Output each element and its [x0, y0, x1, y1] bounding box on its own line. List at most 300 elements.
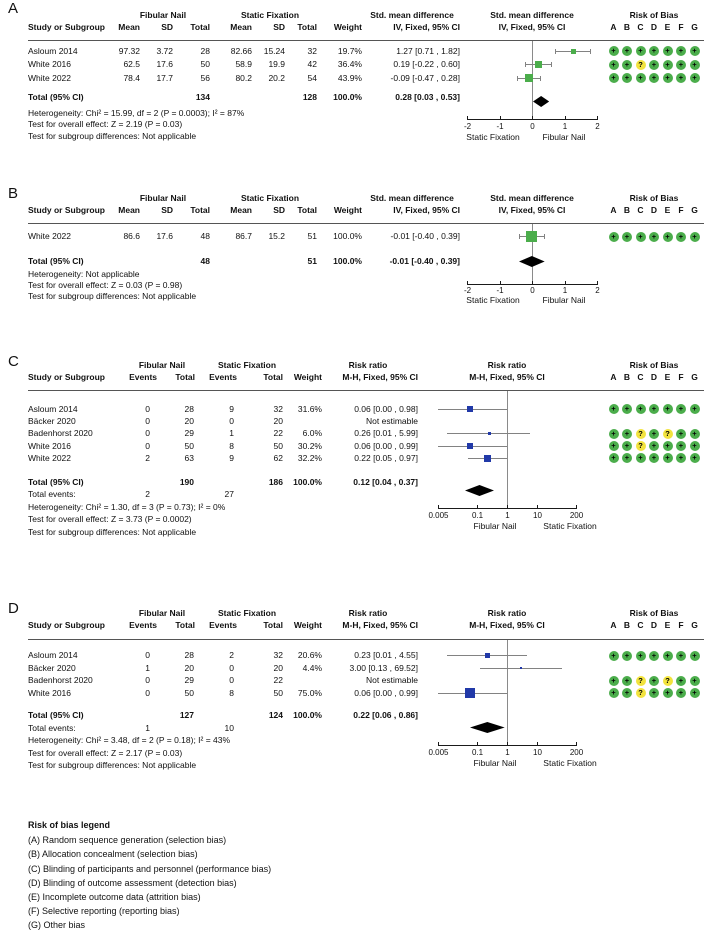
- rob-icon-low-risk: +: [676, 46, 686, 56]
- column-header: Weight: [333, 204, 362, 215]
- rob-icon-low-risk: +: [609, 453, 619, 463]
- effect-ci-header: M-H, Fixed, 95% CI: [342, 371, 418, 382]
- column-header: Weight: [293, 620, 322, 630]
- rob-icon-low-risk: +: [663, 404, 673, 414]
- rob-icon-low-risk: +: [676, 453, 686, 463]
- rob-icon-low-risk: +: [609, 429, 619, 439]
- axis-tick-label: 1: [562, 121, 568, 131]
- ci-cap-right: [551, 62, 552, 67]
- summary-diamond: [533, 96, 549, 107]
- effect-ci-value: -0.09 [-0.47 , 0.28]: [390, 72, 460, 83]
- study-name: Asloum 2014: [28, 45, 78, 56]
- total-weight: 100.0%: [333, 256, 362, 266]
- rob-icon-low-risk: +: [622, 688, 632, 698]
- cell-value: 8: [229, 687, 234, 698]
- panel-footnote: Heterogeneity: Chi² = 3.48, df = 2 (P = 0.18); I² = 43%: [28, 735, 231, 745]
- rob-icon-low-risk: +: [676, 429, 686, 439]
- total-weight: 100.0%: [293, 477, 322, 487]
- rob-icon-unclear-risk: ?: [636, 676, 646, 686]
- rob-icon-low-risk: +: [609, 404, 619, 414]
- rob-letter: G: [691, 21, 698, 32]
- axis-tick-label: 10: [533, 510, 542, 520]
- group2-header: Static Fixation: [240, 9, 300, 20]
- rob-legend-item: (A) Random sequence generation (selection bias): [28, 835, 227, 846]
- cell-value: 97.32: [118, 45, 140, 56]
- cell-value: 51: [307, 231, 317, 241]
- rob-icon-low-risk: +: [690, 46, 700, 56]
- rob-icon-low-risk: +: [609, 688, 619, 698]
- ci-cap-left: [519, 234, 520, 239]
- rob-icon-low-risk: +: [636, 453, 646, 463]
- rob-icon-low-risk: +: [690, 651, 700, 661]
- axis-tick: [576, 742, 577, 747]
- rob-icon-unclear-risk: ?: [636, 60, 646, 70]
- rob-icon-low-risk: +: [690, 73, 700, 83]
- effect-marker: [467, 443, 473, 449]
- study-name: Asloum 2014: [28, 650, 78, 660]
- ci-cap-right: [540, 76, 541, 81]
- effect-marker: [525, 74, 533, 82]
- cell-value: 17.6: [156, 231, 173, 241]
- cell-value: 32: [307, 45, 317, 56]
- rob-icon-low-risk: +: [663, 46, 673, 56]
- rob-letter: E: [664, 371, 671, 382]
- panel-footnote: Test for overall effect: Z = 2.17 (P = 0.03): [28, 747, 183, 758]
- cell-value: 54: [307, 72, 317, 83]
- axis-tick-label: 2: [595, 286, 600, 296]
- ci-cap-left: [517, 76, 518, 81]
- rob-icon-low-risk: +: [622, 60, 632, 70]
- study-name: Badenhorst 2020: [28, 675, 93, 685]
- zero-line: [507, 640, 508, 745]
- total-n2: 124: [268, 710, 283, 720]
- rob-icon-low-risk: +: [622, 676, 632, 686]
- axis-tick: [507, 742, 508, 747]
- rob-letter: B: [623, 620, 631, 630]
- cell-value: 9: [229, 403, 234, 414]
- total-ci: 0.28 [0.03 , 0.53]: [395, 91, 460, 102]
- rob-icon-low-risk: +: [690, 429, 700, 439]
- rob-icon-low-risk: +: [690, 60, 700, 70]
- plot-header-line1: Risk ratio: [487, 359, 527, 370]
- panel-label: A: [8, 0, 19, 18]
- effect-ci-value: -0.01 [-0.40 , 0.39]: [390, 231, 460, 241]
- rob-letter: A: [610, 21, 617, 32]
- total-weight: 100.0%: [293, 710, 322, 720]
- cell-value: 22: [273, 675, 283, 685]
- effect-marker: [488, 432, 491, 435]
- rob-icon-low-risk: +: [676, 404, 686, 414]
- axis-tick-label: -1: [496, 286, 504, 296]
- panel-footnote: Test for overall effect: Z = 2.19 (P = 0.03): [28, 119, 183, 129]
- cell-value: 29: [184, 675, 194, 685]
- rob-icon-low-risk: +: [690, 441, 700, 451]
- cell-value: 28: [184, 403, 194, 414]
- group1-header: Fibular Nail: [139, 192, 187, 203]
- panel-footnote: Test for subgroup differences: Not applicable: [28, 760, 197, 770]
- axis-tick: [597, 281, 598, 286]
- effect-marker: [485, 653, 490, 658]
- rob-icon-low-risk: +: [636, 46, 646, 56]
- effect-ci-header: M-H, Fixed, 95% CI: [342, 620, 418, 630]
- rob-letter: B: [623, 21, 631, 32]
- rob-icon-low-risk: +: [649, 651, 659, 661]
- cell-value: 0: [145, 403, 150, 414]
- rob-letter: F: [678, 620, 684, 630]
- axis-tick: [438, 742, 439, 747]
- axis-tick-label: 2: [595, 121, 600, 131]
- cell-value: 56: [200, 72, 210, 83]
- rob-letter: C: [637, 620, 644, 630]
- column-header: Events: [129, 620, 157, 630]
- cell-value: 58.9: [235, 59, 252, 69]
- cell-value: 63: [184, 452, 194, 463]
- axis-tick-label: 0: [530, 286, 535, 296]
- rob-icon-low-risk: +: [609, 46, 619, 56]
- axis-right-label: Fibular Nail: [542, 294, 586, 305]
- column-header: Total: [190, 204, 210, 215]
- axis-tick: [565, 281, 566, 286]
- panel-footnote: Test for subgroup differences: Not applicable: [28, 130, 197, 141]
- total-ci: 0.12 [0.04 , 0.37]: [353, 477, 418, 487]
- ci-cap-right: [590, 49, 591, 54]
- axis-tick-label: 0.005: [428, 747, 449, 757]
- study-name: White 2016: [28, 687, 71, 698]
- axis-left-label: Static Fixation: [466, 294, 520, 305]
- rob-letter: E: [664, 204, 671, 215]
- rob-icon-low-risk: +: [649, 404, 659, 414]
- cell-value: 0: [145, 675, 150, 685]
- ci-cap-left: [555, 49, 556, 54]
- cell-value: 32.2%: [297, 452, 322, 463]
- total-weight: 100.0%: [333, 91, 362, 102]
- header-rule: [28, 40, 704, 41]
- study-name: White 2016: [28, 440, 71, 451]
- rob-header: Risk of Bias: [629, 359, 679, 370]
- cell-value: 50: [273, 440, 283, 451]
- rob-icon-low-risk: +: [609, 676, 619, 686]
- cell-value: 31.6%: [297, 403, 322, 414]
- axis-right-label: Static Fixation: [543, 521, 597, 531]
- effect-ci-value: Not estimable: [366, 675, 418, 685]
- rob-icon-low-risk: +: [622, 46, 632, 56]
- axis-tick: [500, 116, 501, 121]
- column-header: Total: [297, 21, 317, 32]
- rob-letter: C: [637, 204, 644, 215]
- column-header: Mean: [230, 21, 252, 32]
- rob-legend-item: (C) Blinding of participants and personnel (performance bias): [28, 863, 272, 874]
- rob-icon-low-risk: +: [622, 651, 632, 661]
- axis-right-label: Fibular Nail: [542, 132, 586, 142]
- cell-value: 0: [145, 687, 150, 698]
- header-rule: [28, 390, 704, 391]
- rob-icon-low-risk: +: [622, 429, 632, 439]
- axis-tick-label: 0: [530, 121, 535, 131]
- cell-value: 20.2: [268, 72, 285, 83]
- column-header: Total: [263, 620, 283, 630]
- ci-cap-left: [525, 62, 526, 67]
- rob-icon-low-risk: +: [622, 404, 632, 414]
- axis-tick-label: 1: [505, 510, 510, 520]
- rob-icon-low-risk: +: [622, 232, 632, 242]
- effect-marker: [535, 61, 542, 68]
- effect-marker: [465, 688, 475, 698]
- rob-icon-low-risk: +: [636, 232, 646, 242]
- effect-ci-value: 0.19 [-0.22 , 0.60]: [393, 59, 460, 69]
- panel-label: D: [8, 600, 19, 618]
- axis-tick-label: -2: [463, 121, 472, 131]
- cell-value: 2: [229, 650, 234, 660]
- effect-ci-header: IV, Fixed, 95% CI: [393, 204, 460, 215]
- cell-value: 20: [273, 415, 283, 426]
- total-label: Total (95% CI): [28, 710, 84, 720]
- rob-icon-low-risk: +: [649, 73, 659, 83]
- cell-value: 50: [273, 687, 283, 698]
- cell-value: 0: [145, 428, 150, 438]
- column-header: Events: [209, 371, 237, 382]
- axis-tick: [467, 281, 468, 286]
- cell-value: 22: [273, 428, 283, 438]
- column-header: Total: [190, 21, 210, 32]
- axis-tick-label: 200: [569, 747, 584, 757]
- cell-value: 19.9: [268, 59, 285, 69]
- rob-icon-low-risk: +: [609, 60, 619, 70]
- summary-diamond: [465, 485, 494, 496]
- study-column-header: Study or Subgroup: [28, 204, 105, 215]
- rob-letter: F: [678, 204, 684, 215]
- effect-ci-value: 0.06 [0.00 , 0.99]: [354, 687, 418, 698]
- column-header: Total: [175, 620, 195, 630]
- cell-value: 32: [273, 403, 283, 414]
- group1-header: Fibular Nail: [139, 9, 187, 20]
- total-n1: 190: [179, 477, 194, 487]
- rob-icon-low-risk: +: [609, 441, 619, 451]
- cell-value: 82.66: [230, 45, 252, 56]
- cell-value: 28: [184, 650, 194, 660]
- cell-value: 28: [200, 45, 210, 56]
- rob-icon-low-risk: +: [690, 453, 700, 463]
- cell-value: 86.6: [123, 231, 140, 241]
- cell-value: 20: [273, 662, 283, 673]
- cell-value: 0: [145, 440, 150, 451]
- rob-letter: F: [678, 21, 684, 32]
- summary-diamond: [519, 256, 545, 267]
- cell-value: 50: [200, 59, 210, 69]
- axis-tick: [597, 116, 598, 121]
- rob-icon-low-risk: +: [622, 73, 632, 83]
- panel-footnote: Heterogeneity: Not applicable: [28, 268, 140, 279]
- rob-icon-low-risk: +: [676, 232, 686, 242]
- effect-column-header: Std. mean difference: [370, 9, 454, 20]
- panel-footnote: Heterogeneity: Chi² = 15.99, df = 2 (P = 0.0003); I² = 87%: [28, 107, 245, 118]
- rob-icon-low-risk: +: [676, 60, 686, 70]
- axis-tick: [500, 281, 501, 286]
- panel-footnote: Test for subgroup differences: Not applicable: [28, 290, 197, 301]
- rob-icon-low-risk: +: [690, 404, 700, 414]
- total-n1: 134: [195, 91, 210, 102]
- plot-header-line2: M-H, Fixed, 95% CI: [469, 371, 545, 382]
- cell-value: 43.9%: [337, 72, 362, 83]
- axis-tick: [565, 116, 566, 121]
- rob-icon-low-risk: +: [676, 688, 686, 698]
- group1-header: Fibular Nail: [138, 359, 186, 370]
- study-name: White 2022: [28, 231, 71, 241]
- rob-icon-low-risk: +: [663, 60, 673, 70]
- rob-letter: B: [623, 371, 631, 382]
- total-events-v1: 2: [145, 489, 150, 499]
- panel-footnote: Test for overall effect: Z = 0.03 (P = 0.98): [28, 279, 183, 290]
- rob-icon-low-risk: +: [649, 46, 659, 56]
- effect-ci-header: IV, Fixed, 95% CI: [393, 21, 460, 32]
- effect-marker: [571, 49, 576, 54]
- plot-header-line1: Std. mean difference: [490, 9, 574, 20]
- effect-ci-value: 0.06 [0.00 , 0.98]: [354, 403, 418, 414]
- rob-letter: C: [637, 21, 644, 32]
- rob-icon-low-risk: +: [609, 651, 619, 661]
- study-column-header: Study or Subgroup: [28, 620, 105, 630]
- column-header: Total: [175, 371, 195, 382]
- cell-value: 29: [184, 428, 194, 438]
- column-header: Weight: [333, 21, 362, 32]
- total-n1: 48: [200, 256, 210, 266]
- rob-icon-low-risk: +: [690, 676, 700, 686]
- effect-marker: [520, 667, 522, 669]
- axis-tick-label: 0.1: [471, 510, 484, 520]
- cell-value: 2: [145, 452, 150, 463]
- cell-value: 30.2%: [297, 440, 322, 451]
- rob-icon-unclear-risk: ?: [663, 429, 673, 439]
- total-n2: 128: [302, 91, 317, 102]
- cell-value: 20: [184, 415, 194, 426]
- study-name: Asloum 2014: [28, 403, 78, 414]
- effect-ci-value: 0.22 [0.05 , 0.97]: [354, 452, 418, 463]
- rob-letter: A: [610, 371, 617, 382]
- rob-icon-low-risk: +: [676, 676, 686, 686]
- cell-value: 4.4%: [302, 662, 322, 673]
- rob-header: Risk of Bias: [629, 192, 679, 203]
- cell-value: 62.5: [123, 59, 140, 69]
- effect-column-header: Std. mean difference: [370, 192, 454, 203]
- study-name: Bäcker 2020: [28, 662, 76, 673]
- column-header: Weight: [293, 371, 322, 382]
- study-name: White 2022: [28, 72, 71, 83]
- axis-tick: [477, 505, 478, 510]
- rob-icon-low-risk: +: [649, 429, 659, 439]
- rob-legend-item: (E) Incomplete outcome data (attrition bias): [28, 892, 201, 903]
- total-ci: 0.22 [0.06 , 0.86]: [353, 710, 418, 720]
- cell-value: 0: [229, 415, 234, 426]
- cell-value: 15.24: [263, 45, 285, 56]
- effect-ci-value: Not estimable: [366, 415, 418, 426]
- axis-tick-label: -2: [463, 286, 472, 296]
- study-name: Badenhorst 2020: [28, 428, 93, 438]
- rob-icon-low-risk: +: [649, 676, 659, 686]
- total-events-v1: 1: [145, 722, 150, 733]
- plot-header-line2: IV, Fixed, 95% CI: [498, 204, 566, 215]
- rob-letter: F: [678, 371, 684, 382]
- axis-tick-label: 0.1: [471, 747, 484, 757]
- rob-header: Risk of Bias: [629, 607, 679, 618]
- rob-icon-low-risk: +: [676, 441, 686, 451]
- cell-value: 8: [229, 440, 234, 451]
- column-header: Events: [129, 371, 157, 382]
- group1-header: Fibular Nail: [138, 607, 186, 618]
- cell-value: 0: [145, 415, 150, 426]
- cell-value: 20.6%: [297, 650, 322, 660]
- axis-tick: [576, 505, 577, 510]
- panel-label: B: [8, 185, 19, 203]
- rob-icon-low-risk: +: [649, 60, 659, 70]
- effect-column-header: Risk ratio: [348, 359, 388, 370]
- cell-value: 86.7: [235, 231, 252, 241]
- cell-value: 1: [229, 428, 234, 438]
- rob-legend-item: (G) Other bias: [28, 920, 86, 931]
- cell-value: 50: [184, 687, 194, 698]
- axis-left-label: Fibular Nail: [473, 757, 517, 768]
- cell-value: 100.0%: [333, 231, 362, 241]
- rob-icon-low-risk: +: [636, 404, 646, 414]
- rob-letter: E: [664, 21, 671, 32]
- axis-tick: [537, 505, 538, 510]
- cell-value: 80.2: [235, 72, 252, 83]
- axis-tick: [532, 116, 533, 121]
- rob-icon-low-risk: +: [663, 688, 673, 698]
- rob-legend-item: (B) Allocation concealment (selection bias): [28, 849, 198, 860]
- rob-icon-low-risk: +: [649, 232, 659, 242]
- axis-tick: [507, 505, 508, 510]
- effect-column-header: Risk ratio: [348, 607, 388, 618]
- ci-cap-right: [544, 234, 545, 239]
- rob-icon-unclear-risk: ?: [636, 688, 646, 698]
- rob-letter: G: [691, 620, 698, 630]
- cell-value: 36.4%: [337, 59, 362, 69]
- axis-tick-label: 1: [562, 286, 568, 296]
- rob-icon-low-risk: +: [636, 651, 646, 661]
- study-name: White 2022: [28, 452, 71, 463]
- rob-icon-low-risk: +: [622, 441, 632, 451]
- rob-legend-item: (D) Blinding of outcome assessment (detection bias): [28, 877, 237, 888]
- study-column-header: Study or Subgroup: [28, 371, 105, 382]
- axis-tick-label: 10: [533, 747, 542, 757]
- rob-letter: A: [610, 204, 617, 215]
- rob-icon-low-risk: +: [622, 453, 632, 463]
- header-rule: [28, 639, 704, 640]
- effect-marker: [467, 406, 473, 412]
- rob-icon-low-risk: +: [649, 441, 659, 451]
- cell-value: 6.0%: [302, 428, 322, 438]
- panel-label: C: [8, 353, 19, 371]
- plot-header-line1: Std. mean difference: [490, 192, 574, 203]
- group2-header: Static Fixation: [240, 192, 300, 203]
- axis-tick: [467, 116, 468, 121]
- cell-value: 17.7: [156, 72, 173, 83]
- column-header: Total: [263, 371, 283, 382]
- total-n2: 51: [307, 256, 317, 266]
- effect-ci-value: 0.06 [0.00 , 0.99]: [354, 440, 418, 451]
- panel-footnote: Heterogeneity: Chi² = 1.30, df = 3 (P = 0.73); I² = 0%: [28, 501, 226, 512]
- cell-value: 9: [229, 452, 234, 463]
- rob-icon-low-risk: +: [663, 453, 673, 463]
- cell-value: 75.0%: [297, 687, 322, 698]
- summary-diamond: [470, 722, 505, 733]
- cell-value: 42: [307, 59, 317, 69]
- column-header: Mean: [118, 204, 140, 215]
- rob-icon-low-risk: +: [676, 73, 686, 83]
- axis-tick: [477, 742, 478, 747]
- axis-left-label: Fibular Nail: [473, 521, 517, 531]
- total-events-v2: 27: [224, 489, 234, 499]
- column-header: SD: [161, 204, 173, 215]
